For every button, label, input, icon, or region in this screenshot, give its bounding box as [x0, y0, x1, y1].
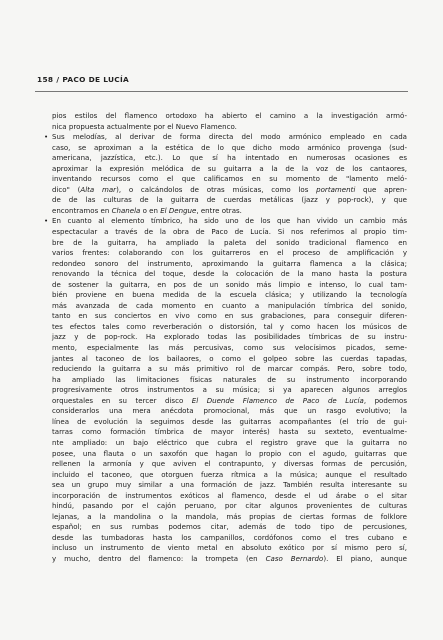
text-line: aproximar la expresión melódica de su guitarra a la de la voz de los cantaores, [52, 163, 407, 173]
text-line: rellenen la armonía y que aviven el contrapunto, y diversas formas de percusión, [52, 459, 407, 469]
text-line: bién proviene en buena medida de la escuela clásica; y utilizando la tecnología [52, 290, 407, 300]
bullet-line: • En cuanto al elemento tímbrico, ha sido uno de los que han vivido un cambio más [44, 216, 407, 226]
text-line: español; en sus rumbas podemos citar, además de todo tipo de percusiones, [52, 522, 407, 532]
text-line: incluido el taconeo, que otorguen fuerza rítmica a la música; aunque el resultado [52, 469, 407, 479]
text-line: jazz y de pop-rock. Ha explorado todas las posibilidades tímbricas de su instru- [52, 332, 407, 342]
text-line: redondeo sonoro del instrumento, aproximando la guitarra flamenca a la clásica; [52, 258, 407, 268]
text-line: posee, una flauta o un saxofón que hagan lo propio con el agudo, guitarras que [52, 448, 407, 458]
bullet-line: • Sus melodías, al derivar de forma directa del modo armónico empleado en cada [44, 132, 407, 142]
text-line: progresivamente otros instrumentos a su música; si ya aparecen algunos arreglos [52, 385, 407, 395]
text-line: nica propuesta actualmente por el Nuevo Flamenco. [52, 121, 237, 131]
text-line: renovando la técnica del toque, desde la colocación de la mano hasta la postura [52, 269, 407, 279]
text-line: tes efectos tales como reverberación o distorsión, tal y como hacen los músicos de [52, 321, 407, 331]
text-line: y mucho, dentro del flamenco: la trompeta (en Caso Bernardo). El piano, aunque [52, 553, 407, 563]
header-separator: / [56, 75, 60, 84]
text-line: dico" (Alta mar), o calcándolos de otras músicas, como los portamenti que apren- [52, 184, 407, 194]
body-text [44, 111, 407, 565]
text-line: caso, se aproximan a la estética de lo que dicho modo armónico provenga (sud- [52, 142, 407, 152]
text-line: espectacular a través de la obra de Paco de Lucía. Si nos referimos al propio tim- [52, 227, 407, 237]
text-line: encontramos en Chanela o en El Dengue, entre otras. [52, 205, 242, 215]
text-line: considerarlos una mera anécdota promocional, más que un rasgo evolutivo; la [52, 406, 407, 416]
page-number: 158 [37, 75, 54, 84]
text-line: lejanas, a la mandolina o la mandola, más propias de ciertas formas de folklore [52, 511, 407, 521]
header-rule [35, 91, 408, 92]
text-line: mento, especialmente las más percusivas, como sus velocísimos picados, seme- [52, 343, 407, 353]
text-line: varios frentes: colaborando con los guitarreros en el proceso de amplificación y [52, 248, 407, 258]
bullet-icon: • [44, 216, 49, 226]
text-line: bre de la guitarra, ha ampliado la paleta del sonido tradicional flamenco en [52, 237, 407, 247]
text-line: hindú, pasando por el cajón peruano, por citar algunos provenientes de culturas [52, 501, 407, 511]
text-line: más avanzada de cada momento en cuanto a manipulación tímbrica del sonido, [52, 300, 407, 310]
running-header [37, 75, 129, 84]
text-line: de sostener la guitarra, en pos de un sonido más limpio e intenso, lo cual tam- [52, 279, 407, 289]
text-line: reduciendo la guitarra a su más primitivo rol de marcar compás. Pero, sobre todo, [52, 364, 407, 374]
running-title: PACO DE LUCÍA [62, 75, 130, 84]
text-line: nte ampliado: un bajo eléctrico que cubra el registro grave que la guitarra no [52, 437, 407, 447]
text-line: incorporación de instrumentos exóticos al flamenco, desde el ud árabe o el sitar [52, 490, 407, 500]
text-line: tarras como formación tímbrica de mayor interés) hasta su sexteto, eventualme- [52, 427, 407, 437]
text-line: sea un grupo muy similar a una formación de jazz. También resulta interesante su [52, 480, 407, 490]
text-line: pios estilos del flamenco ortodoxo ha abierto el camino a la investigación armó- [52, 111, 407, 120]
text-line: americana, jazzística, etc.). Lo que sí ha intentado en numerosas ocasiones es [52, 153, 407, 163]
text-line: inventando recursos como el que calificamos en su momento de "lamento meló- [52, 174, 407, 184]
text-line: incluso un instrumento de viento metal en absoluto exótico por sí mismo pero sí, [52, 543, 407, 553]
bullet-icon: • [44, 132, 49, 142]
text-line: de de las culturas de la guitarra de cuerdas metálicas (jazz y pop-rock), y que [52, 195, 407, 205]
text-line: tanto en sus conciertos en vivo como en sus grabaciones, para conseguir diferen- [52, 311, 407, 321]
text-line: jantes al taconeo de los bailaores, o como el golpeo sobre las cuerdas tapadas, [52, 353, 407, 363]
text-line: línea de evolución la seguimos desde las guitarras acompañantes (el trío de gui- [52, 416, 407, 426]
text-line: ha ampliado las limitaciones físicas naturales de su instrumento incorporando [52, 374, 407, 384]
text-line: orquestales en su tercer disco El Duende Flamenco de Paco de Lucía, podemos [52, 395, 407, 405]
text-line: desde las tumbadoras hasta los campanillos, cordófonos como el tres cubano e [52, 532, 407, 542]
